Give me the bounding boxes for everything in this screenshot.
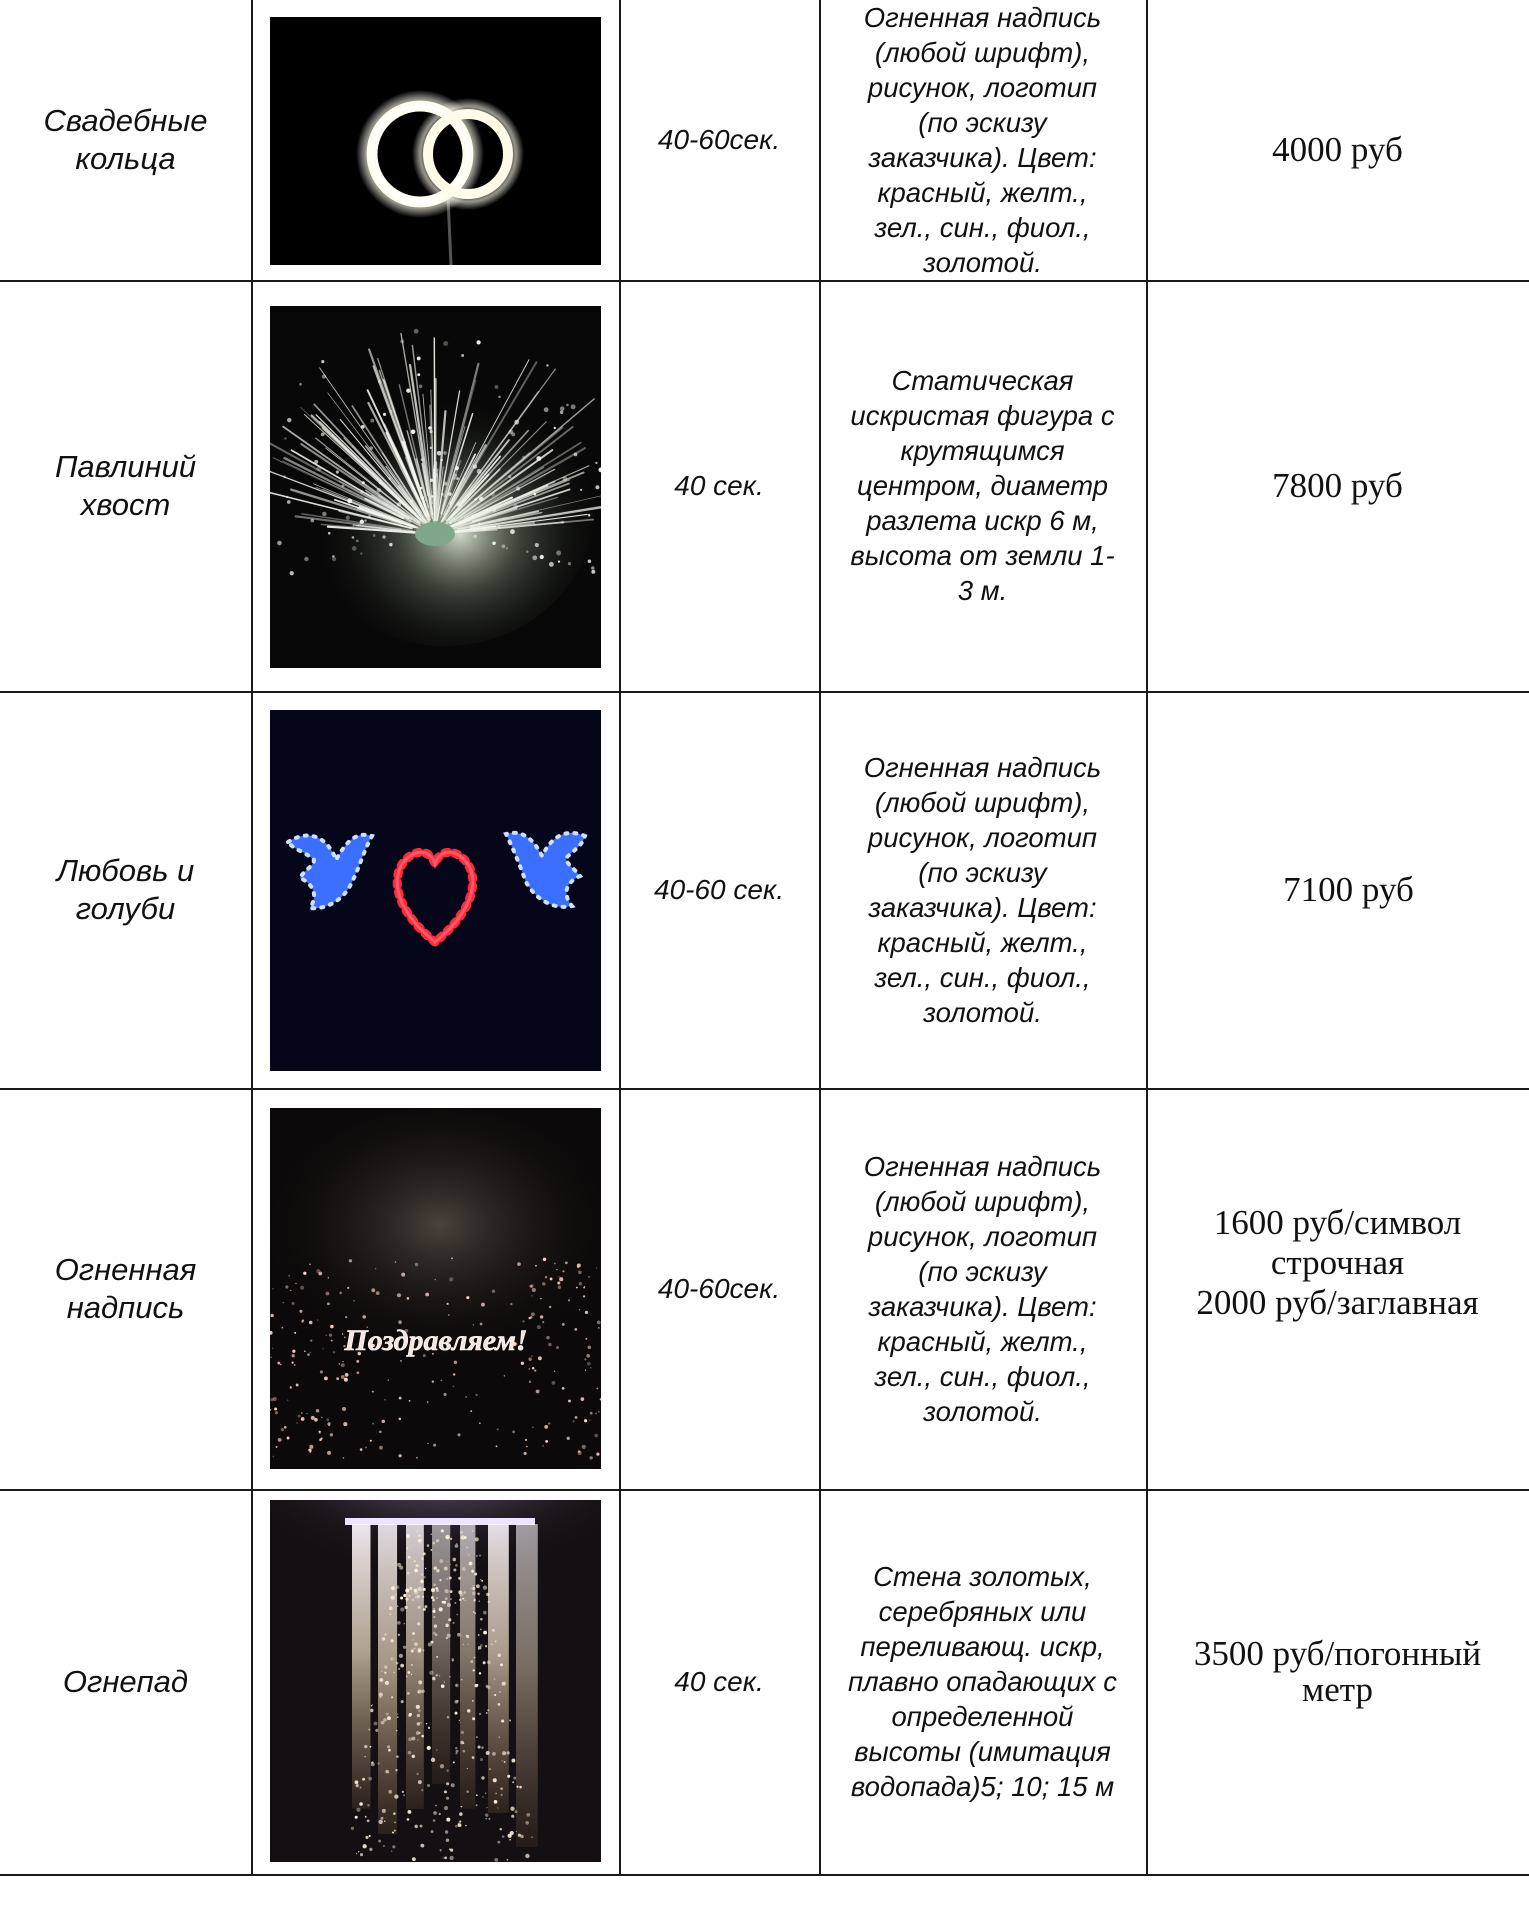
price: 1600 руб/символ строчная 2000 руб/заглавная bbox=[1196, 1203, 1479, 1322]
wedding-rings-firework-icon bbox=[270, 17, 601, 265]
column-divider bbox=[251, 0, 253, 1876]
firefall-waterfall-icon bbox=[270, 1500, 601, 1862]
price: 7100 руб bbox=[1283, 869, 1414, 909]
firework-name: Любовь и голуби bbox=[56, 852, 195, 926]
firework-name: Огнепад bbox=[62, 1663, 189, 1699]
firework-name: Свадебные кольца bbox=[43, 103, 208, 176]
duration: 40-60сек. bbox=[657, 124, 781, 155]
firework-name: Огненная надпись bbox=[54, 1251, 197, 1325]
duration: 40-60 сек. bbox=[654, 873, 784, 905]
description: Статическая искристая фигура с крутящимся центром, диаметр разлета искр 6 м, высота от земли 1- 3 м. bbox=[850, 365, 1115, 606]
price: 7800 руб bbox=[1272, 465, 1403, 505]
firework-name: Павлиний хвост bbox=[54, 448, 197, 522]
description: Огненная надпись (любой шрифт), рисунок, логотип (по эскизу заказчика). Цвет: красный, желт., зел., син., фиол., золотой. bbox=[863, 2, 1102, 278]
description: Огненная надпись (любой шрифт), рисунок, логотип (по эскизу заказчика). Цвет: красный, желт., зел., син., фиол., золотой. bbox=[863, 751, 1102, 1028]
love-and-doves-firework-icon bbox=[270, 710, 601, 1071]
description: Огненная надпись (любой шрифт), рисунок, логотип (по эскизу заказчика). Цвет: красный, желт., зел., син., фиол., золотой. bbox=[863, 1150, 1102, 1427]
price: 3500 руб/погонный метр bbox=[1193, 1633, 1482, 1709]
duration: 40 сек. bbox=[674, 1665, 764, 1697]
fire-inscription-firework-icon bbox=[270, 1108, 601, 1469]
table-bottom-border bbox=[0, 1874, 1529, 1876]
inscription-text: Поздравляем! bbox=[344, 1324, 528, 1357]
duration: 40-60сек. bbox=[657, 1272, 781, 1304]
description: Стена золотых, серебряных или переливающ. искр, плавно опадающих с определенной высоты (имитация водопада)5; 10; 15 м bbox=[847, 1561, 1118, 1802]
price: 4000 руб bbox=[1272, 130, 1403, 169]
duration: 40 сек. bbox=[674, 469, 764, 501]
peacock-tail-firework-icon bbox=[270, 306, 601, 668]
